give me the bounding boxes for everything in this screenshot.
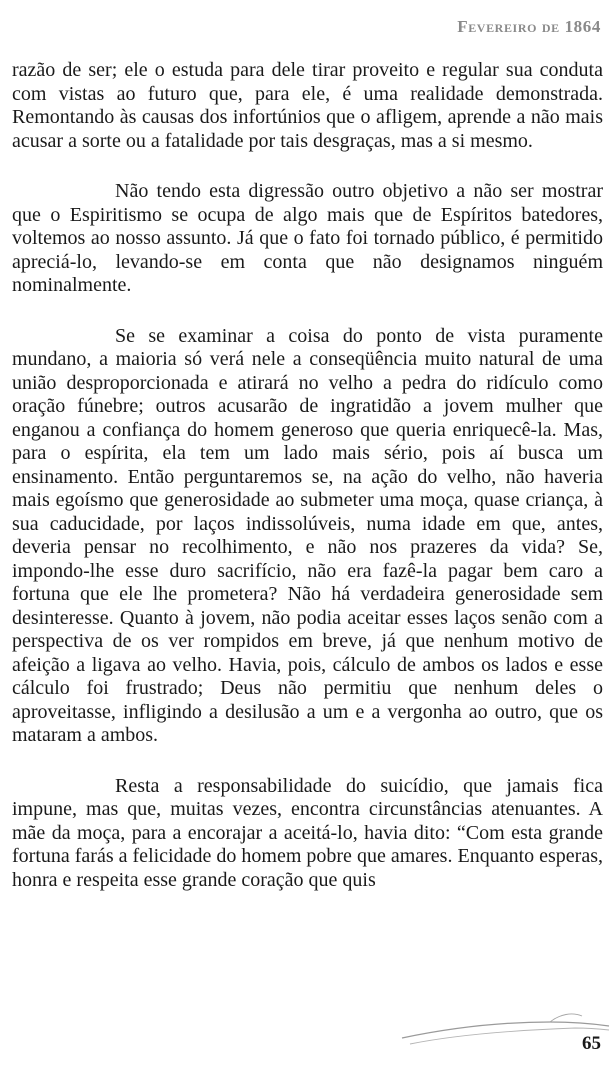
running-head: Fevereiro de 1864: [457, 17, 601, 36]
page-number: 65: [582, 1033, 601, 1054]
paragraph-3: Se se examinar a coisa do ponto de vista puramente mundano, a maioria só verá nele a conseqüência muito natural de uma união desproporcionada e atirará no velho a pedra do ridículo como oração fúnebre; outros acusarão de ingratidão a jovem mulher que enganou a confiança do homem generoso que queria enriquecê-la. Mas, para o espírita, ela tem um lado mais sério, pois aí busca um ensinamento. Então perguntaremos se, na ação do velho, não haveria mais egoísmo que generosidade ao submeter uma moça, quase criança, à sua caducidade, por laços indissolúveis, numa idade em que, antes, deveria pensar no recolhimento, e não nos prazeres da vida? Se, impondo-lhe esse duro sacrifício, não era fazê-la pagar bem caro a fortuna que ele lhe prometera? Não há verdadeira generosidade sem desinteresse. Quanto à jovem, não podia aceitar esses laços senão com a perspectiva de os ver rompidos em breve, já que nenhum motivo de afeição a ligava ao velho. Havia, pois, cálculo de ambos os lados e esse cálculo foi frustrado; Deus não permitiu que nenhum deles o aproveitasse, infligindo a desilusão a um e a vergonha ao outro, que os mataram a ambos.: [12, 324, 603, 746]
body-text: [12, 59, 603, 919]
paragraph-4: Resta a responsabilidade do suicídio, que jamais fica impune, mas que, muitas vezes, encontra circunstâncias atenuantes. A mãe da moça, para a encorajar a aceitá-lo, havia dito: “Com esta grande fortuna farás a felicidade do homem pobre que amares. Enquanto esperas, honra e respeita esse grande coração que quis: [12, 774, 603, 891]
paragraph-1: razão de ser; ele o estuda para dele tirar proveito e regular sua conduta com vistas ao futuro que, para ele, é uma realidade demonstrada. Remontando às causas dos infortúnios que o afligem, aprende a não mais acusar a sorte ou a fatalidade por tais desgraças, mas a si mesmo.: [12, 59, 603, 152]
footer-swash-ornament: [400, 1008, 611, 1048]
paragraph-2: Não tendo esta digressão outro objetivo a não ser mostrar que o Espiritismo se ocupa de algo mais que de Espíritos batedores, voltemos ao nosso assunto. Já que o fato foi tornado público, é permitido apreciá-lo, levando-se em conta que não designamos ninguém nominalmente.: [12, 180, 603, 296]
